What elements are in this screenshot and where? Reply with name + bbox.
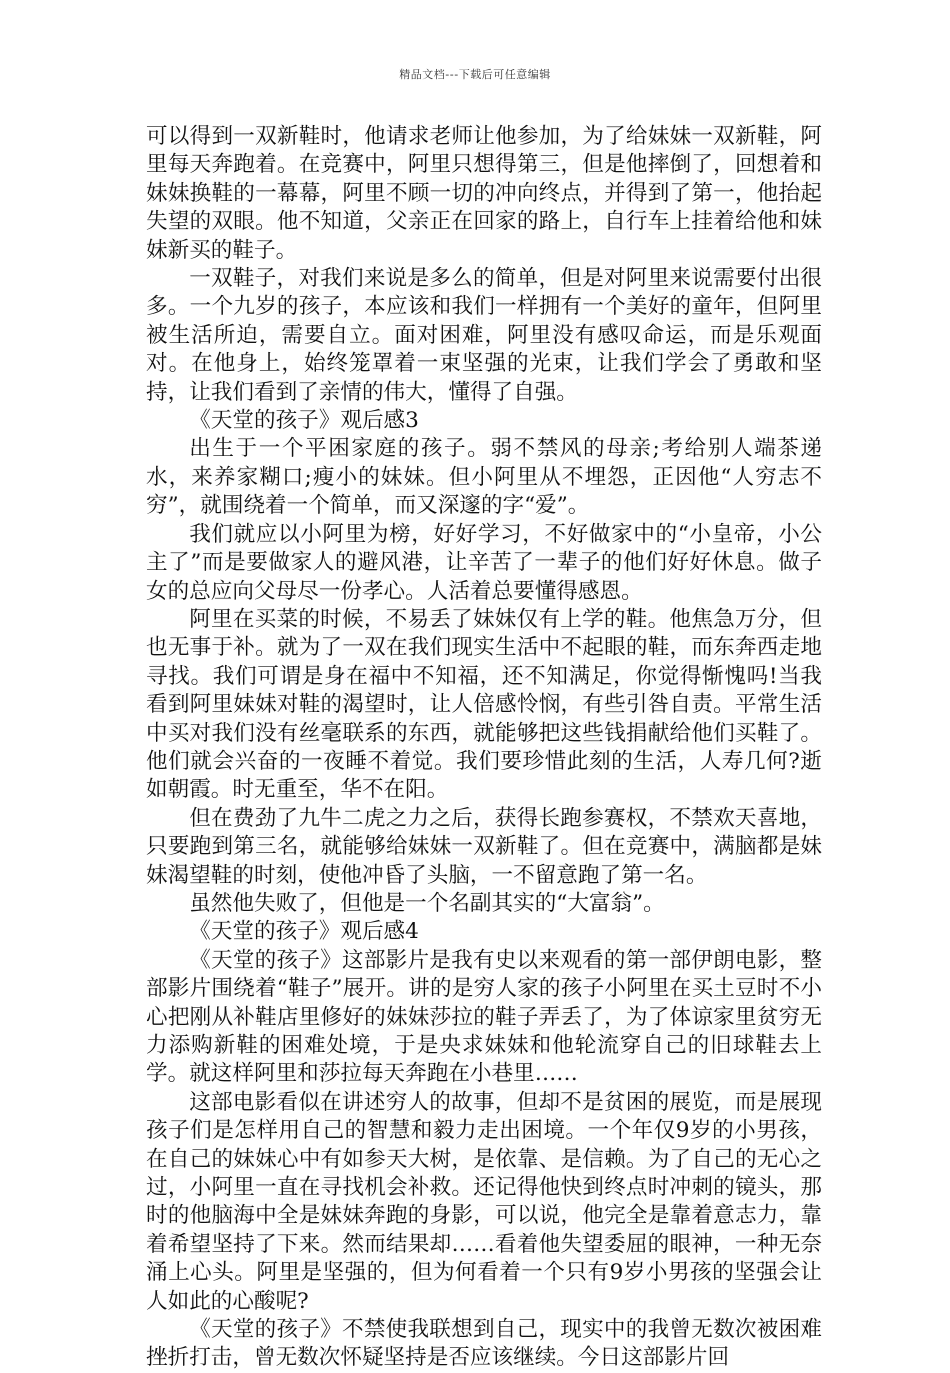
section-title-4: 《天堂的孩子》观后感4 (189, 919, 419, 945)
paragraph-1: 可以得到一双新鞋时，他请求老师让他参加，为了给妹妹一双新鞋，阿里每天奔跑着。在竞赛中，阿里只想得第三，但是他摔倒了，回想着和妹妹换鞋的一幕幕，阿里不顾一切的冲向终点，并得到了第一，他抬起失望的双眼。他不知道，父亲正在回家的路上，自行车上挂着给他和妹妹新买的鞋子。 (146, 124, 822, 263)
paragraph-3: 出生于一个平困家庭的孩子。弱不禁风的母亲;考给别人端茶递水，来养家糊口;瘦小的妹妹。但小阿里从不埋怨，正因他“人穷志不穷”，就围绕着一个简单，而又深邃的字“爱”。 (146, 436, 822, 519)
paragraph-4: 我们就应以小阿里为榜，好好学习，不好做家中的“小皇帝，小公主了”而是要做家人的避风港，让辛苦了一辈子的他们好好休息。做子女的总应向父母尽一份孝心。人活着总要懂得感恩。 (146, 521, 822, 604)
paragraph-6: 但在费劲了九牛二虎之力之后，获得长跑参赛权，不禁欢天喜地，只要跑到第三名，就能够给妹妹一双新鞋了。但在竞赛中，满脑都是妹妹渴望鞋的时刻，使他冲昏了头脑，一不留意跑了第一名。 (146, 805, 822, 888)
document-body (146, 123, 822, 1373)
page-header: 精品文档---下载后可任意编辑 (399, 68, 551, 81)
paragraph-5: 阿里在买菜的时候，不易丢了妹妹仅有上学的鞋。他焦急万分，但也无事于补。就为了一双在我们现实生活中不起眼的鞋，而东奔西走地寻找。我们可谓是身在福中不知福，还不知满足，你觉得惭愧吗!当我看到阿里妹妹对鞋的渴望时，让人倍感怜悯，有些引咎自责。平常生活中买对我们没有丝毫联系的东西，就能够把这些钱捐献给他们买鞋了。他们就会兴奋的一夜睡不着觉。我们要珍惜此刻的生活，人寿几何?逝如朝霞。时无重至，华不在阳。 (146, 606, 822, 803)
section-title-3: 《天堂的孩子》观后感3 (189, 408, 419, 434)
paragraph-9: 这部电影看似在讲述穷人的故事，但却不是贫困的展览，而是展现孩子们是怎样用自己的智慧和毅力走出困境。一个年仅9岁的小男孩，在自己的妹妹心中有如参天大树，是依靠、是信赖。为了自己的无心之过，小阿里一直在寻找机会补救。还记得他快到终点时冲刺的镜头，那时的他脑海中全是妹妹奔跑的身影，可以说，他完全是靠着意志力，靠着希望坚持了下来。然而结果却……看着他失望委屈的眼神，一种无奈涌上心头。阿里是坚强的，但为何看着一个只有9岁小男孩的坚强会让人如此的心酸呢? (146, 1089, 822, 1314)
paragraph-10: 《天堂的孩子》不禁使我联想到自己，现实中的我曾无数次被困难挫折打击，曾无数次怀疑坚持是否应该继续。今日这部影片回 (146, 1317, 822, 1371)
paragraph-2: 一双鞋子，对我们来说是多么的简单，但是对阿里来说需要付出很多。一个九岁的孩子，本应该和我们一样拥有一个美好的童年，但阿里被生活所迫，需要自立。面对困难，阿里没有感叹命运，而是乐观面对。在他身上，始终笼罩着一束坚强的光束，让我们学会了勇敢和坚持，让我们看到了亲情的伟大，懂得了自强。 (146, 266, 822, 405)
paragraph-7: 虽然他失败了，但他是一个名副其实的“大富翁”。 (189, 890, 665, 916)
paragraph-8: 《天堂的孩子》这部影片是我有史以来观看的第一部伊朗电影，整部影片围绕着“鞋子”展开。讲的是穷人家的孩子小阿里在买土豆时不小心把刚从补鞋店里修好的妹妹莎拉的鞋子弄丢了，为了体谅家里贫穷无力添购新鞋的困难处境，于是央求妹妹和他轮流穿自己的旧球鞋去上学。就这样阿里和莎拉每天奔跑在小巷里…… (146, 947, 822, 1087)
